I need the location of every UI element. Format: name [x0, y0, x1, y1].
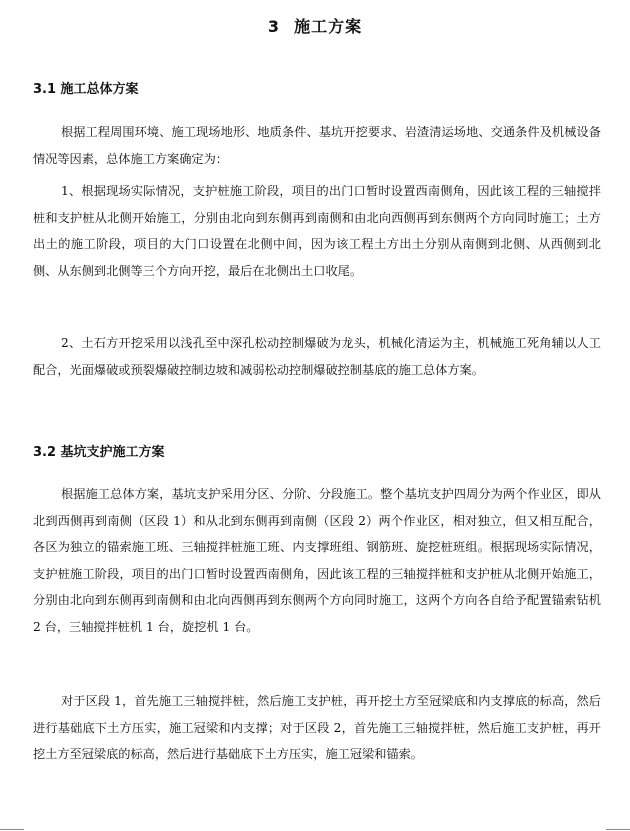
- chapter-title: 施工方案: [294, 17, 363, 36]
- section-heading-3-2: 3.2 基坑支护施工方案: [33, 445, 165, 460]
- footer-rule-left: [0, 829, 24, 830]
- footer-rule-right: [606, 829, 630, 830]
- section-heading-3-1: 3.1 施工总体方案: [33, 82, 139, 97]
- paragraph: 根据施工总体方案，基坑支护采用分区、分阶、分段施工。整个基坑支护四周分为两个作业区，即从北到西侧再到南侧（区段 1）和从北到东侧再到南侧（区段 2）两个作业区，相对独立，但又相互配合，各区为独立的锚索施工班、三轴搅拌桩施工班、内支撑班组、钢筋班、旋挖桩班组。根据现场实际情况，支护桩施工阶段，项目的出门口暂时设置西南侧角，因此该工程的三轴搅拌桩和支护桩从北侧开始施工，分别由北向到东侧再到南侧和由北向西侧再到东侧两个方向同时施工，这两个方向各自给予配置锚索钻机 2 台，三轴搅拌桩机 1 台，旋挖机 1 台。: [33, 487, 601, 634]
- paragraph: 2、土石方开挖采用以浅孔至中深孔松动控制爆破为龙头，机械化清运为主，机械施工死角辅以人工配合，光面爆破或预裂爆破控制边坡和减弱松动控制爆破控制基底的施工总体方案。: [33, 336, 601, 377]
- page-title: [0, 14, 630, 37]
- paragraph: 根据工程周围环境、施工现场地形、地质条件、基坑开挖要求、岩渣清运场地、交通条件及机械设备情况等因素，总体施工方案确定为：: [33, 125, 601, 166]
- paragraph: 对于区段 1，首先施工三轴搅拌桩，然后施工支护桩，再开挖土方至冠梁底和内支撑底的标高，然后进行基础底下土方压实，施工冠梁和内支撑；对于区段 2，首先施工三轴搅拌桩，然后施工支护桩，再开挖土方至冠梁底的标高，然后进行基础底下土方压实，施工冠梁和锚索。: [33, 694, 601, 761]
- paragraph: 1、根据现场实际情况，支护桩施工阶段，项目的出门口暂时设置西南侧角，因此该工程的三轴搅拌桩和支护桩从北侧开始施工，分别由北向到东侧再到南侧和由北向西侧再到东侧两个方向同时施工；土方出土的施工阶段，项目的大门口设置在北侧中间，因为该工程土方出土分别从南侧到北侧、从西侧到北侧、从东侧到北侧等三个方向开挖，最后在北侧出土口收尾。: [33, 184, 601, 278]
- chapter-number: 3: [267, 17, 281, 36]
